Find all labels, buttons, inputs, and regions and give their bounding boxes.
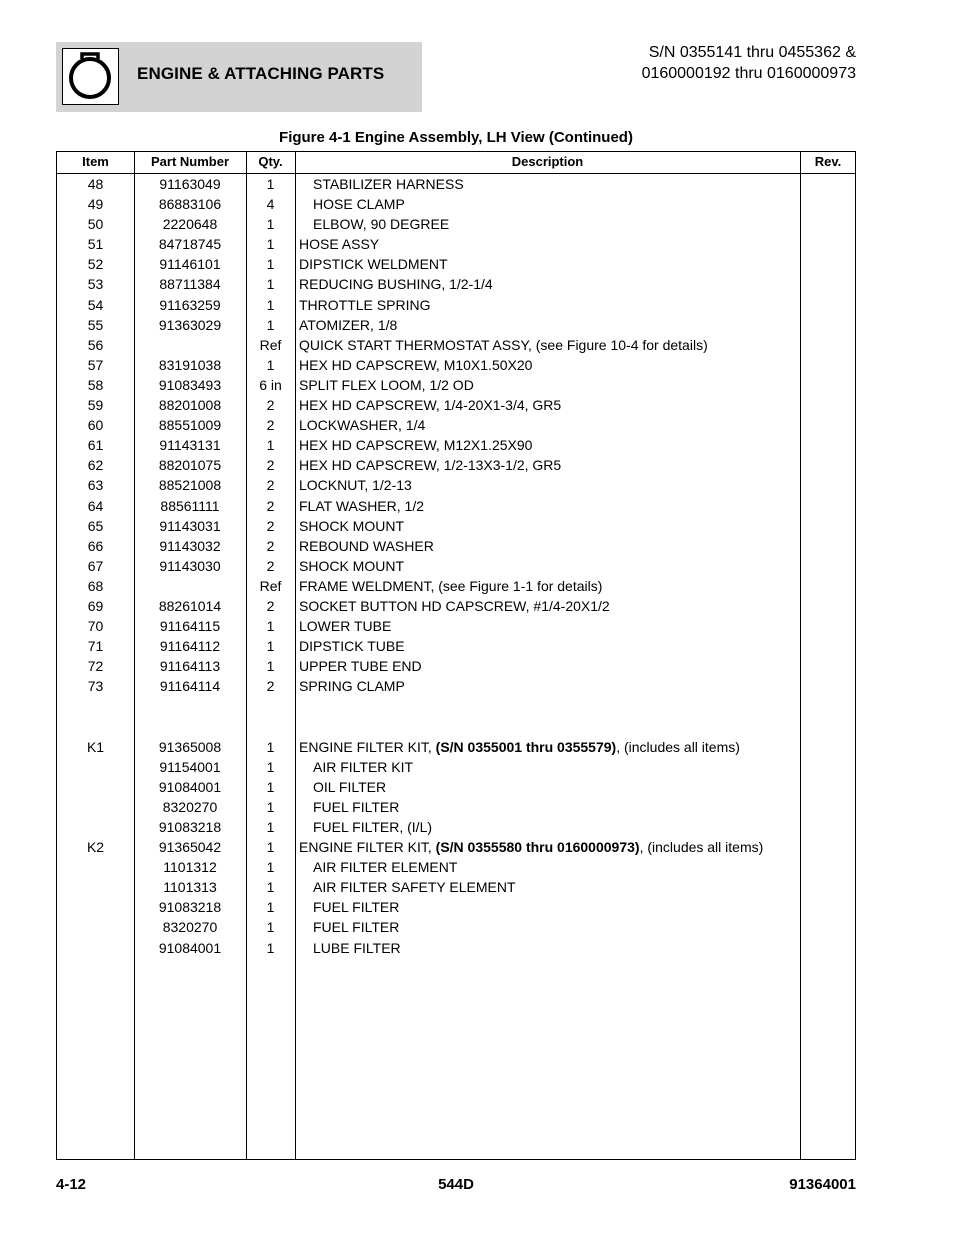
item-cell: 71 bbox=[87, 638, 104, 655]
qty-cell: 1 bbox=[266, 819, 275, 835]
qty-cell: 1 bbox=[266, 256, 275, 273]
description-cell bbox=[299, 375, 474, 395]
qty-cell: 1 bbox=[266, 798, 275, 815]
table-row bbox=[57, 636, 855, 656]
table-row bbox=[57, 536, 855, 556]
qty-cell: 1 bbox=[266, 859, 275, 876]
description-cell bbox=[299, 475, 412, 495]
description-cell bbox=[313, 817, 432, 837]
part-number-cell: 91164112 bbox=[159, 638, 221, 655]
part-number-cell: 91143031 bbox=[159, 517, 221, 534]
description-cell bbox=[299, 516, 404, 536]
table-row bbox=[57, 777, 855, 797]
part-number-cell: 91143032 bbox=[159, 537, 221, 554]
serial-number-range bbox=[560, 42, 856, 84]
section-title: ENGINE & ATTACHING PARTS bbox=[137, 64, 385, 83]
part-number-cell: 91365042 bbox=[158, 839, 222, 856]
description-text: FLAT WASHER, 1/2 bbox=[299, 497, 424, 514]
description-text: REDUCING BUSHING, 1/2-1/4 bbox=[299, 276, 493, 293]
table-row bbox=[57, 355, 855, 375]
table-row bbox=[57, 214, 855, 234]
description-text: LOWER TUBE bbox=[299, 618, 392, 635]
qty-cell: 1 bbox=[266, 758, 275, 775]
part-number-cell: 91164113 bbox=[159, 658, 221, 675]
description-cell bbox=[299, 415, 425, 435]
description-text: OIL FILTER bbox=[313, 778, 387, 795]
qty-cell: 1 bbox=[266, 839, 275, 856]
description-cell bbox=[313, 757, 413, 777]
document-number: 91364001 bbox=[789, 1176, 856, 1193]
description-cell bbox=[299, 576, 602, 596]
description-cell bbox=[299, 254, 448, 274]
table-row bbox=[57, 596, 855, 616]
table-row bbox=[57, 435, 855, 455]
item-cell: 54 bbox=[87, 296, 104, 313]
qty-cell: Ref bbox=[259, 336, 282, 353]
description-cell bbox=[299, 596, 610, 616]
description-cell bbox=[299, 335, 708, 355]
description-text: FUEL FILTER bbox=[313, 798, 400, 815]
part-number-cell: 91083218 bbox=[158, 899, 222, 916]
description-text: LOCKWASHER, 1/4 bbox=[299, 417, 426, 434]
description-cell bbox=[299, 355, 532, 375]
table-row bbox=[57, 254, 855, 274]
table-row bbox=[57, 174, 855, 194]
serial-range-text: (S/N 0355580 thru 0160000973) bbox=[435, 839, 640, 856]
description-cell bbox=[313, 857, 457, 877]
description-text: LOCKNUT, 1/2-13 bbox=[299, 477, 412, 494]
description-text: ATOMIZER, 1/8 bbox=[299, 316, 398, 333]
qty-cell: 2 bbox=[266, 537, 275, 554]
description-text: ELBOW, 90 DEGREE bbox=[313, 216, 450, 233]
part-number-cell: 83191038 bbox=[158, 356, 222, 373]
item-cell: 63 bbox=[87, 477, 104, 494]
description-text: UPPER TUBE END bbox=[299, 658, 422, 675]
part-number-cell: 88201075 bbox=[158, 457, 222, 474]
description-cell bbox=[313, 917, 399, 937]
item-cell: 59 bbox=[87, 397, 104, 414]
description-cell bbox=[299, 274, 493, 294]
item-cell: 57 bbox=[87, 356, 104, 373]
part-number-cell: 8320270 bbox=[162, 798, 218, 815]
table-row bbox=[57, 335, 855, 355]
description-text: REBOUND WASHER bbox=[299, 537, 434, 554]
description-text: FUEL FILTER, (I/L) bbox=[313, 819, 433, 835]
qty-cell: 2 bbox=[266, 457, 275, 474]
part-number-cell: 91363029 bbox=[158, 316, 222, 333]
description-cell bbox=[299, 737, 740, 757]
item-cell: 65 bbox=[87, 517, 104, 534]
part-number-cell: 91146101 bbox=[159, 256, 221, 273]
qty-cell: 1 bbox=[266, 437, 275, 454]
table-row bbox=[57, 375, 855, 395]
description-suffix: , (includes all items) bbox=[639, 839, 764, 856]
table-row bbox=[57, 475, 855, 495]
table-row bbox=[57, 315, 855, 335]
description-text: THROTTLE SPRING bbox=[299, 296, 431, 313]
qty-cell: 1 bbox=[266, 879, 275, 896]
column-header-qty: Qty. bbox=[258, 154, 283, 169]
description-text: LUBE FILTER bbox=[313, 939, 401, 956]
item-cell: 69 bbox=[87, 597, 104, 614]
description-cell bbox=[299, 496, 424, 516]
table-row bbox=[57, 234, 855, 254]
engine-symbol-icon bbox=[62, 48, 119, 105]
description-text: HEX HD CAPSCREW, M12X1.25X90 bbox=[299, 437, 533, 454]
table-row bbox=[57, 797, 855, 817]
description-text: QUICK START THERMOSTAT ASSY, (see Figure 10-4 for details) bbox=[299, 336, 708, 353]
table-row bbox=[57, 877, 855, 897]
qty-cell: 1 bbox=[266, 236, 275, 253]
description-cell bbox=[313, 877, 516, 897]
qty-cell: 1 bbox=[266, 356, 275, 373]
part-number-cell: 88561111 bbox=[160, 497, 220, 514]
qty-cell: 2 bbox=[266, 597, 275, 614]
table-row bbox=[57, 837, 855, 857]
table-row bbox=[57, 516, 855, 536]
qty-cell: 2 bbox=[266, 557, 275, 574]
qty-cell: Ref bbox=[259, 577, 282, 594]
table-row bbox=[57, 676, 855, 696]
qty-cell: 1 bbox=[266, 316, 275, 333]
description-text: HOSE ASSY bbox=[299, 236, 380, 253]
table-row bbox=[57, 455, 855, 475]
table-row bbox=[57, 938, 855, 958]
qty-cell: 1 bbox=[266, 618, 275, 635]
table-row bbox=[57, 737, 855, 757]
qty-cell: 1 bbox=[266, 216, 275, 233]
description-text: STABILIZER HARNESS bbox=[313, 176, 464, 192]
description-text: AIR FILTER ELEMENT bbox=[313, 859, 458, 876]
description-text: HEX HD CAPSCREW, 1/2-13X3-1/2, GR5 bbox=[299, 457, 562, 474]
part-number-cell: 91084001 bbox=[158, 939, 222, 956]
part-number-cell: 8320270 bbox=[162, 919, 218, 936]
item-cell: 66 bbox=[87, 537, 104, 554]
description-cell bbox=[299, 536, 434, 556]
qty-cell: 2 bbox=[266, 497, 275, 514]
serial-range-text: (S/N 0355001 thru 0355579) bbox=[435, 738, 617, 755]
serial-line-1: S/N 0355141 thru 0455362 & bbox=[648, 44, 856, 61]
part-number-cell: 91164115 bbox=[159, 618, 221, 635]
part-number-cell: 88261014 bbox=[158, 597, 222, 614]
part-number-cell: 84718745 bbox=[158, 236, 222, 253]
parts-table bbox=[56, 151, 856, 1160]
page-number: 4-12 bbox=[56, 1176, 87, 1193]
description-text: HEX HD CAPSCREW, M10X1.50X20 bbox=[299, 356, 533, 373]
table-body bbox=[57, 174, 855, 958]
qty-cell: 4 bbox=[266, 196, 275, 213]
description-cell bbox=[299, 455, 561, 475]
item-cell: 68 bbox=[87, 577, 104, 594]
description-text: HOSE CLAMP bbox=[313, 196, 405, 213]
description-text: DIPSTICK WELDMENT bbox=[299, 256, 448, 273]
item-cell: 60 bbox=[87, 417, 104, 434]
description-cell bbox=[299, 234, 379, 254]
description-text: SHOCK MOUNT bbox=[299, 557, 404, 574]
item-cell: 67 bbox=[87, 557, 104, 574]
item-cell: 51 bbox=[87, 236, 104, 253]
item-cell: 72 bbox=[87, 658, 104, 675]
description-text: FUEL FILTER bbox=[313, 919, 400, 936]
part-number-cell: 91083218 bbox=[158, 819, 222, 835]
qty-cell: 2 bbox=[266, 477, 275, 494]
description-text: SPLIT FLEX LOOM, 1/2 OD bbox=[299, 376, 474, 393]
part-number-cell: 91143131 bbox=[159, 437, 221, 454]
part-number-cell: 91365008 bbox=[158, 738, 222, 755]
description-text: DIPSTICK TUBE bbox=[299, 638, 405, 655]
qty-cell: 1 bbox=[266, 176, 275, 192]
description-text: ENGINE FILTER KIT, bbox=[299, 738, 436, 755]
table-row bbox=[57, 897, 855, 917]
table-row bbox=[57, 556, 855, 576]
item-cell: K1 bbox=[86, 738, 105, 755]
description-cell bbox=[299, 656, 422, 676]
part-number-cell: 91163259 bbox=[159, 296, 221, 313]
table-row bbox=[57, 817, 855, 837]
table-row bbox=[57, 696, 855, 716]
column-header-part-number: Part Number bbox=[150, 154, 230, 169]
table-row bbox=[57, 757, 855, 777]
description-cell bbox=[313, 897, 399, 917]
qty-cell: 1 bbox=[266, 778, 275, 795]
part-number-cell: 88201008 bbox=[158, 397, 222, 414]
qty-cell: 1 bbox=[266, 919, 275, 936]
column-header-description: Description bbox=[511, 154, 584, 169]
description-cell bbox=[313, 194, 405, 214]
part-number-cell: 88711384 bbox=[159, 276, 221, 293]
qty-cell: 2 bbox=[266, 397, 275, 414]
part-number-cell: 91164114 bbox=[159, 678, 221, 695]
table-row bbox=[57, 656, 855, 676]
qty-cell: 1 bbox=[266, 276, 275, 293]
description-suffix: , (includes all items) bbox=[616, 738, 740, 755]
item-cell: 50 bbox=[87, 216, 104, 233]
description-cell bbox=[299, 636, 405, 656]
item-cell: 62 bbox=[87, 457, 104, 474]
qty-cell: 6 in bbox=[259, 376, 282, 393]
item-cell: 70 bbox=[87, 618, 104, 635]
qty-cell: 1 bbox=[266, 296, 275, 313]
part-number-cell: 88551009 bbox=[158, 417, 222, 434]
qty-cell: 1 bbox=[266, 939, 275, 956]
table-row bbox=[57, 616, 855, 636]
description-text: ENGINE FILTER KIT, bbox=[299, 839, 436, 856]
description-text: FUEL FILTER bbox=[313, 899, 400, 916]
model-number: 544D bbox=[438, 1176, 474, 1193]
description-text: FRAME WELDMENT, (see Figure 1-1 for details) bbox=[299, 577, 603, 594]
qty-cell: 1 bbox=[266, 738, 275, 755]
table-row bbox=[57, 917, 855, 937]
part-number-cell: 88521008 bbox=[158, 477, 222, 494]
item-cell: 55 bbox=[87, 316, 104, 333]
part-number-cell: 1101313 bbox=[163, 879, 217, 896]
item-cell: 48 bbox=[87, 176, 104, 192]
description-text: SHOCK MOUNT bbox=[299, 517, 404, 534]
column-header-item: Item bbox=[82, 154, 109, 169]
description-cell bbox=[313, 777, 386, 797]
item-cell: 61 bbox=[87, 437, 104, 454]
part-number-cell: 91084001 bbox=[158, 778, 222, 795]
qty-cell: 2 bbox=[266, 517, 275, 534]
table-row bbox=[57, 576, 855, 596]
description-cell bbox=[299, 315, 397, 335]
item-cell: 64 bbox=[87, 497, 104, 514]
description-cell bbox=[299, 556, 404, 576]
table-row bbox=[57, 415, 855, 435]
qty-cell: 1 bbox=[266, 899, 275, 916]
item-cell: 58 bbox=[87, 376, 104, 393]
description-text: AIR FILTER KIT bbox=[313, 758, 414, 775]
part-number-cell: 91154001 bbox=[159, 758, 221, 775]
description-cell bbox=[313, 797, 399, 817]
item-cell: 73 bbox=[87, 678, 104, 695]
description-cell bbox=[313, 938, 401, 958]
part-number-cell: 91083493 bbox=[158, 376, 222, 393]
part-number-cell: 2220648 bbox=[162, 216, 218, 233]
description-cell bbox=[299, 295, 430, 315]
qty-cell: 2 bbox=[266, 678, 275, 695]
table-row bbox=[57, 395, 855, 415]
description-text: AIR FILTER SAFETY ELEMENT bbox=[313, 879, 516, 896]
qty-cell: 2 bbox=[266, 417, 275, 434]
description-text: SOCKET BUTTON HD CAPSCREW, #1/4-20X1/2 bbox=[299, 597, 610, 614]
item-cell: 49 bbox=[87, 196, 104, 213]
description-cell bbox=[299, 616, 391, 636]
item-cell: 53 bbox=[87, 276, 104, 293]
description-cell bbox=[299, 837, 763, 857]
qty-cell: 1 bbox=[266, 638, 275, 655]
table-row bbox=[57, 295, 855, 315]
table-row bbox=[57, 274, 855, 294]
description-cell bbox=[299, 676, 405, 696]
description-cell bbox=[313, 214, 449, 234]
table-row bbox=[57, 496, 855, 516]
figure-title: Figure 4-1 Engine Assembly, LH View (Continued) bbox=[279, 129, 633, 146]
description-cell bbox=[299, 395, 561, 415]
part-number-cell: 1101312 bbox=[163, 859, 217, 876]
item-cell: K2 bbox=[86, 839, 105, 856]
description-cell bbox=[299, 435, 532, 455]
description-text: SPRING CLAMP bbox=[299, 678, 405, 695]
description-cell bbox=[313, 174, 464, 194]
qty-cell: 1 bbox=[266, 658, 275, 675]
table-row bbox=[57, 857, 855, 877]
table-row bbox=[57, 194, 855, 214]
serial-line-2: 0160000192 thru 0160000973 bbox=[641, 65, 856, 82]
part-number-cell: 86883106 bbox=[158, 196, 222, 213]
column-header-rev: Rev. bbox=[814, 154, 842, 169]
part-number-cell: 91163049 bbox=[159, 176, 221, 192]
table-row bbox=[57, 717, 855, 737]
item-cell: 52 bbox=[87, 256, 104, 273]
item-cell: 56 bbox=[87, 336, 104, 353]
description-text: HEX HD CAPSCREW, 1/4-20X1-3/4, GR5 bbox=[299, 397, 562, 414]
part-number-cell: 91143030 bbox=[159, 557, 221, 574]
